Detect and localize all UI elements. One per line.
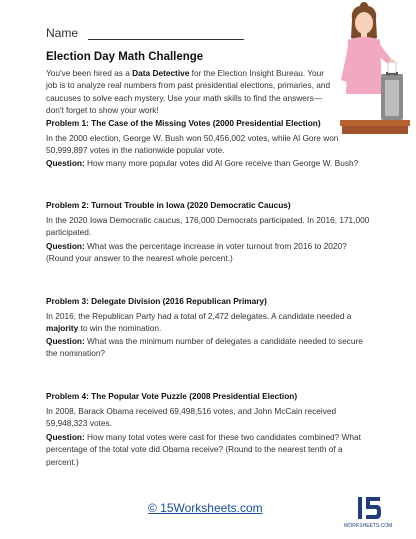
name-label: Name [46, 26, 79, 40]
problem-2-text: In the 2020 Iowa Democratic caucus, 176,000 Democrats participated. In 2016, 171,000 participated. [46, 215, 370, 238]
problem-4-question [46, 431, 376, 468]
problem-4-title: Problem 4: The Popular Vote Puzzle (2008 Presidential Election) [46, 391, 298, 401]
intro-paragraph [46, 67, 332, 117]
problem-2-question-label: Question: [46, 241, 85, 251]
problem-3-text [46, 310, 376, 335]
table-front-shape [342, 126, 408, 134]
logo-text: WORKSHEETS.COM [343, 523, 393, 529]
problem-1-text: In the 2000 election, George W. Bush won 50,456,002 votes, while Al Gore won 50,999,897 votes in the nationwide popular vote. [46, 133, 339, 156]
problem-4-question-text: How many total votes were cast for these two candidates combined? What percentage of the total vote did Obama receive? (Round to the nearest tenth of a percent.) [46, 432, 361, 467]
logo-digit-5 [366, 497, 381, 519]
problem-3-question-text: What was the minimum number of delegates a candidate needed to secure the nomination? [46, 336, 363, 359]
voter-illustration [336, 2, 412, 138]
name-input-line[interactable] [88, 39, 244, 40]
problem-3-text-lead: In 2016, the Republican Party had a total of 2,472 delegates. A candidate needed a [46, 311, 352, 321]
problem-3-question [46, 335, 376, 360]
problem-3-question-label: Question: [46, 336, 85, 346]
logo-15worksheets-icon [343, 492, 393, 532]
intro-rest: for the Election Insight Bureau. Your job is to analyze real numbers from past presidential elections, primaries, and caucuses to solve each mystery. Use your math skills to find the answers—don't forget to show your work! [46, 68, 331, 116]
intro-role: Data Detective [132, 68, 190, 78]
intro-lead: You've been hired as a [46, 68, 133, 78]
hair-bun-shape [360, 2, 368, 10]
problem-4-question-label: Question: [46, 432, 85, 442]
problem-1-question-label: Question: [46, 158, 85, 168]
problem-3-title: Problem 3: Delegate Division (2016 Republican Primary) [46, 296, 267, 306]
shirt-shape [346, 37, 382, 94]
problem-2-question [46, 240, 376, 265]
face-shape [355, 12, 373, 34]
ballot-box-front-shape [385, 80, 399, 116]
table-top-shape [340, 120, 410, 126]
problem-3-text-bold: majority [46, 323, 79, 334]
problem-1-title: Problem 1: The Case of the Missing Votes (2000 Presidential Election) [46, 118, 321, 128]
footer-link[interactable]: © 15Worksheets.com [148, 501, 263, 515]
problem-2-question-text: What was the percentage increase in voter turnout from 2016 to 2020? (Round your answer to the nearest whole percent.) [46, 241, 347, 264]
problem-3-text-rest: to win the nomination. [78, 323, 162, 334]
logo-bar-1 [358, 497, 362, 519]
problem-2-title: Problem 2: Turnout Trouble in Iowa (2020 Democratic Caucus) [46, 200, 291, 210]
problem-1-question-text: How many more popular votes did Al Gore receive than George W. Bush? [84, 158, 359, 168]
problem-1-question [46, 157, 376, 169]
problem-4-text: In 2008, Barack Obama received 69,498,516 votes, and John McCain received 59,948,323 votes. [46, 406, 337, 429]
ballot-paper-shape [388, 62, 396, 73]
worksheet-title: Election Day Math Challenge [46, 51, 204, 63]
